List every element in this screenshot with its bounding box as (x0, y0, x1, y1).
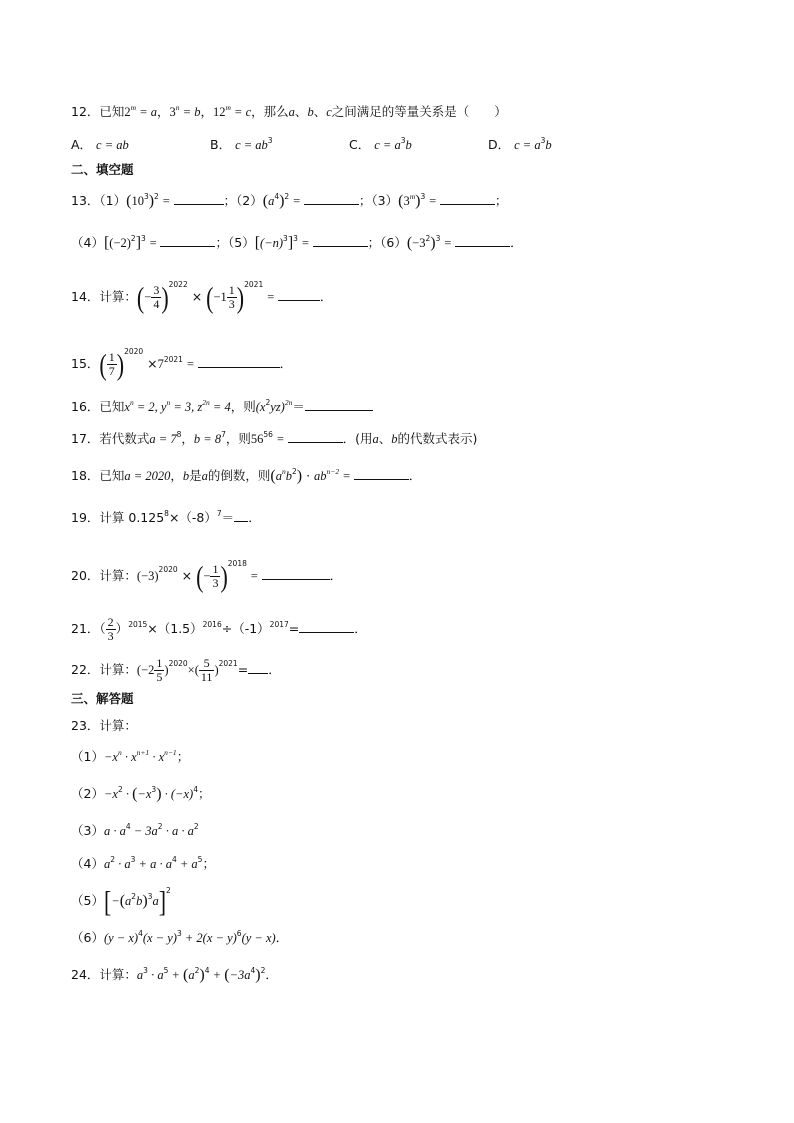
question-14: 14．计算：(− $\frac{3}{4}$ )$^{2022}$ × (−1 $\frac{1}{3}$ )$^{2021}$ = ． (71, 279, 333, 314)
question-17: 17．若代数式$a = 7^8$，$b = 8^7$，则$56^{56}$ = ．(用a、b的代数式表示) (71, 430, 478, 446)
answer-blank[interactable] (262, 568, 330, 580)
answer-blank[interactable] (354, 468, 409, 480)
answer-blank[interactable] (455, 235, 510, 247)
answer-blank[interactable] (160, 235, 215, 247)
question-22: 22．计算：(−2 $\frac{1}{5}$ )$^{2020}$×( $\frac{5}{11}$ )$^{2021}$= ． (71, 656, 281, 684)
question-23: 23．计算： (71, 718, 137, 733)
answer-blank[interactable] (248, 662, 268, 674)
answer-blank[interactable] (198, 356, 280, 368)
answer-blank[interactable] (313, 235, 368, 247)
option-d[interactable]: D． $c = a^3b$ (488, 136, 552, 152)
option-a[interactable]: A． c = ab (71, 137, 129, 152)
option-b[interactable]: B． $c = ab^3$ (210, 136, 273, 152)
section-answer-heading: 三、解答题 (71, 691, 134, 706)
answer-blank[interactable] (288, 431, 343, 443)
answer-blank[interactable] (304, 193, 359, 205)
answer-blank[interactable] (305, 399, 373, 411)
question-13-row2: $(4)[(-2)^2]^3$ = ；$(5)[(-n)^3]^3$ = ；$(6)(-3^2)^3$ = ． (71, 234, 523, 252)
answer-blank[interactable] (234, 510, 248, 522)
question-23-item-1: $(1)-x^n \cdot x^{n+1} \cdot x^{n-1}$； (71, 748, 190, 764)
question-21: 21．（ $\frac{2}{3}$ ）$^{2015}\times(1.5)^{2016}\div(-1)^{2017}=$ ． (71, 615, 367, 643)
question-16: 16．已知$x^n = 2$, $y^n = 3$, $z^{2n} = 4$，则$(x^2yz)^{2n}=$ (71, 398, 373, 416)
question-24: 24．计算：$a^3 \cdot a^5 + (a^2)^4 + (-3a^4)^2$． (71, 966, 278, 984)
answer-blank[interactable] (278, 289, 320, 301)
question-23-item-5: $(5)[-(a^2b)^3a]^2$ (71, 883, 171, 918)
question-13-row1: 13．$(1)(10^3)^2$ = ；$(2)(a^4)^2$ = ；$(3)(3^m)^3$ = ； (71, 192, 508, 210)
question-23-item-6: $(6)(y - x)^4(x - y)^3 + 2(x - y)^6(y - x)$． (71, 929, 289, 945)
option-c[interactable]: C． $c = a^3b$ (349, 136, 412, 152)
question-18: 18．已知a = 2020，b是a的倒数，则$(a^nb^2) \cdot ab^{n-2}$ = ． (71, 467, 422, 485)
answer-blank[interactable] (440, 193, 495, 205)
question-15: 15．( $\frac{1}{7}$ )$^{2020} \times 7^{2021}$ = ． (71, 346, 293, 381)
question-23-item-3: $(3)a \cdot a^4 - 3a^2 \cdot a \cdot a^2$ (71, 822, 199, 838)
question-23-item-2: $(2)-x^2 \cdot (-x^3) \cdot (-x)^4$； (71, 785, 211, 803)
question-19: 19．计算 $0.125^8\times(-8)^7=$ ． (71, 509, 261, 525)
question-12: 12．已知$2^m = a$，$3^n = b$，$12^m = c$，那么a、b、c之间满足的等量关系是（ ） (71, 103, 507, 119)
answer-blank[interactable] (299, 621, 354, 633)
section-fill-blank-heading: 二、填空题 (71, 162, 134, 177)
answer-blank[interactable] (174, 193, 224, 205)
question-23-item-4: $(4)a^2 \cdot a^3 + a \cdot a^4 + a^5$； (71, 855, 215, 871)
question-20: 20．计算：$(-3)^{2020}$ × (− $\frac{1}{3}$ )$^{2018}$ = ． (71, 558, 343, 593)
